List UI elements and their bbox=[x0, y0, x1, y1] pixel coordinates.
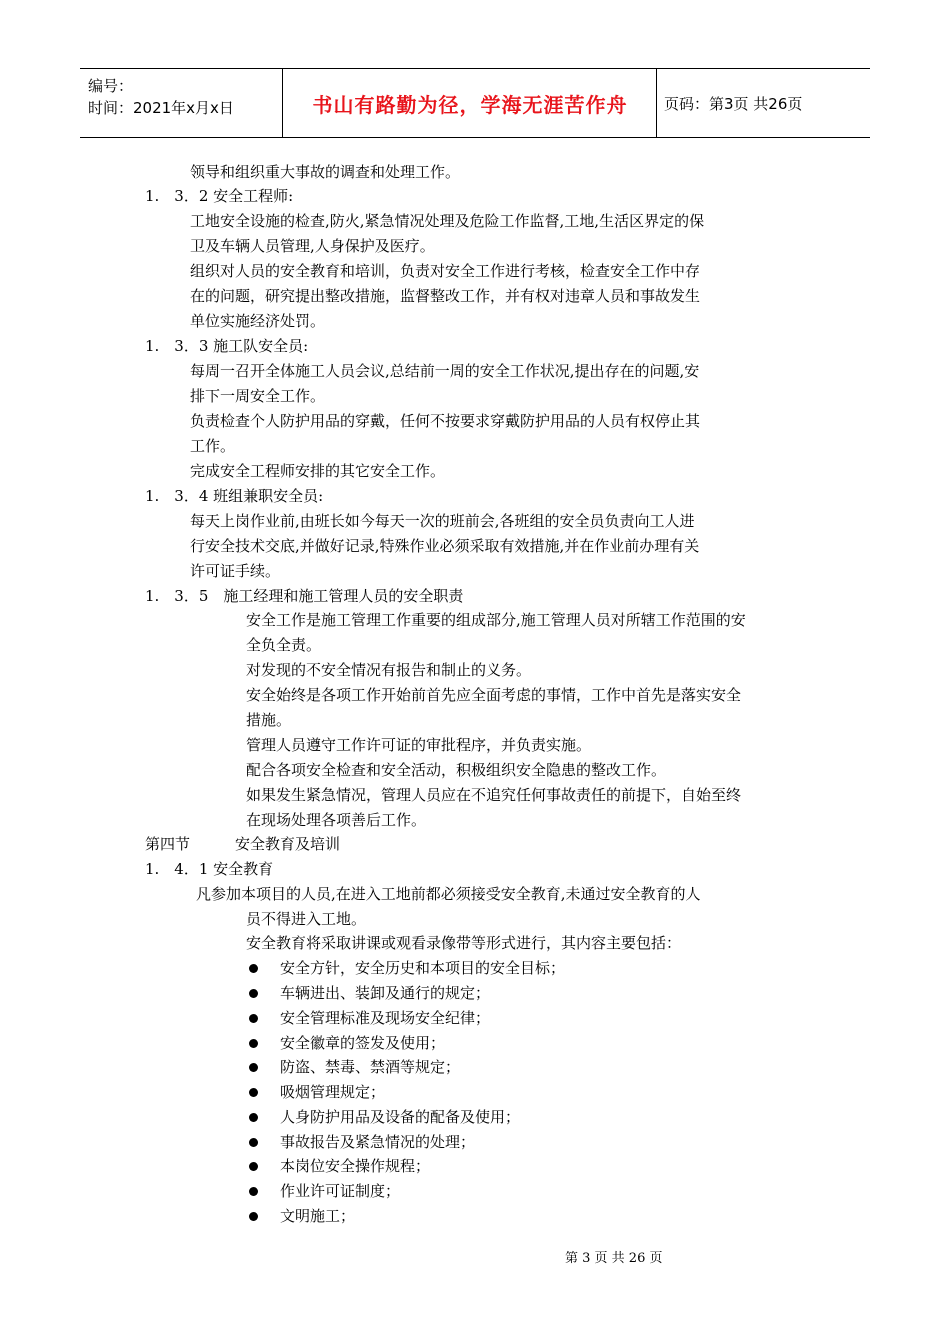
body-line: 组织对人员的安全教育和培训，负责对安全工作进行考核，检查安全工作中存 bbox=[190, 262, 701, 280]
section-heading: 1. 4．1 安全教育 bbox=[145, 860, 274, 878]
bullet-dot bbox=[249, 1138, 258, 1147]
bullet-dot bbox=[249, 1212, 258, 1221]
bullet-dot bbox=[249, 1162, 258, 1171]
list-item: 车辆进出、装卸及通行的规定； bbox=[280, 984, 491, 1002]
section-heading: 1. 3．3 施工队安全员: bbox=[145, 337, 309, 355]
chapter-heading: 第四节 安全教育及培训 bbox=[145, 835, 341, 853]
body-line: 行安全技术交底,并做好记录,特殊作业必须采取有效措施,并在作业前办理有关 bbox=[190, 537, 700, 555]
section-heading: 1. 3．2 安全工程师: bbox=[145, 187, 294, 205]
body-line: 全负全责。 bbox=[246, 636, 322, 654]
section-heading: 1. 3．4 班组兼职安全员: bbox=[145, 487, 324, 505]
body-line: 安全教育将采取讲课或观看录像带等形式进行，其内容主要包括： bbox=[246, 934, 682, 952]
bullet-dot bbox=[249, 989, 258, 998]
bullet-dot bbox=[249, 1113, 258, 1122]
body-line: 如果发生紧急情况，管理人员应在不追究任何事故责任的前提下，自始至终 bbox=[246, 786, 742, 804]
number-label: 编号： bbox=[88, 77, 134, 95]
list-item: 文明施工； bbox=[280, 1207, 356, 1225]
list-item: 安全管理标准及现场安全纪律； bbox=[280, 1009, 491, 1027]
list-item: 作业许可证制度； bbox=[280, 1182, 401, 1200]
body-line: 排下一周安全工作。 bbox=[190, 387, 326, 405]
body-line: 单位实施经济处罚。 bbox=[190, 312, 326, 330]
header-meta bbox=[88, 75, 234, 119]
body-line: 每天上岗作业前,由班长如今每天一次的班前会,各班组的安全员负责向工人进 bbox=[190, 512, 695, 530]
page-header bbox=[80, 68, 870, 138]
list-item: 吸烟管理规定； bbox=[280, 1083, 386, 1101]
list-item: 安全方针，安全历史和本项目的安全目标； bbox=[280, 959, 566, 977]
body-line: 许可证手续。 bbox=[190, 562, 281, 580]
body-line: 每周一召开全体施工人员会议,总结前一周的安全工作状况,提出存在的问题,安 bbox=[190, 362, 700, 380]
body-line: 领导和组织重大事故的调查和处理工作。 bbox=[190, 163, 461, 181]
body-line: 完成安全工程师安排的其它安全工作。 bbox=[190, 462, 446, 480]
date-label: 时间：2021年x月x日 bbox=[88, 99, 234, 117]
bullet-dot bbox=[249, 1039, 258, 1048]
header-page-info: 页码：第3页 共26页 bbox=[664, 95, 803, 113]
header-motto: 书山有路勤为径，学海无涯苦作舟 bbox=[312, 92, 628, 117]
body-line: 在现场处理各项善后工作。 bbox=[246, 811, 427, 829]
bullet-dot bbox=[249, 1088, 258, 1097]
bullet-dot bbox=[249, 964, 258, 973]
body-line: 在的问题，研究提出整改措施，监督整改工作，并有权对违章人员和事故发生 bbox=[190, 287, 701, 305]
bullet-dot bbox=[249, 1063, 258, 1072]
body-line: 凡参加本项目的人员,在进入工地前都必须接受安全教育,未通过安全教育的人 bbox=[196, 885, 701, 903]
list-item: 安全徽章的签发及使用； bbox=[280, 1034, 446, 1052]
body-line: 员不得进入工地。 bbox=[246, 910, 367, 928]
list-item: 事故报告及紧急情况的处理； bbox=[280, 1133, 476, 1151]
list-item: 防盗、禁毒、禁酒等规定； bbox=[280, 1058, 461, 1076]
body-line: 工地安全设施的检查,防火,紧急情况处理及危险工作监督,工地,生活区界定的保 bbox=[190, 212, 705, 230]
body-line: 安全工作是施工管理工作重要的组成部分,施工管理人员对所辖工作范围的安 bbox=[246, 611, 746, 629]
body-line: 对发现的不安全情况有报告和制止的义务。 bbox=[246, 661, 532, 679]
body-line: 负责检查个人防护用品的穿戴，任何不按要求穿戴防护用品的人员有权停止其 bbox=[190, 412, 701, 430]
body-line: 措施。 bbox=[246, 711, 292, 729]
bullet-dot bbox=[249, 1187, 258, 1196]
bullet-dot bbox=[249, 1014, 258, 1023]
header-divider bbox=[656, 69, 657, 137]
body-line: 管理人员遵守工作许可证的审批程序，并负责实施。 bbox=[246, 736, 592, 754]
body-line: 安全始终是各项工作开始前首先应全面考虑的事情，工作中首先是落实安全 bbox=[246, 686, 742, 704]
page-footer: 第 3 页 共 26 页 bbox=[565, 1251, 663, 1266]
body-line: 卫及车辆人员管理,人身保护及医疗。 bbox=[190, 237, 435, 255]
header-divider bbox=[282, 69, 283, 137]
body-line: 配合各项安全检查和安全活动，积极组织安全隐患的整改工作。 bbox=[246, 761, 667, 779]
section-heading: 1. 3．5 施工经理和施工管理人员的安全职责 bbox=[145, 587, 464, 605]
list-item: 本岗位安全操作规程； bbox=[280, 1157, 431, 1175]
body-line: 工作。 bbox=[190, 437, 236, 455]
list-item: 人身防护用品及设备的配备及使用； bbox=[280, 1108, 521, 1126]
